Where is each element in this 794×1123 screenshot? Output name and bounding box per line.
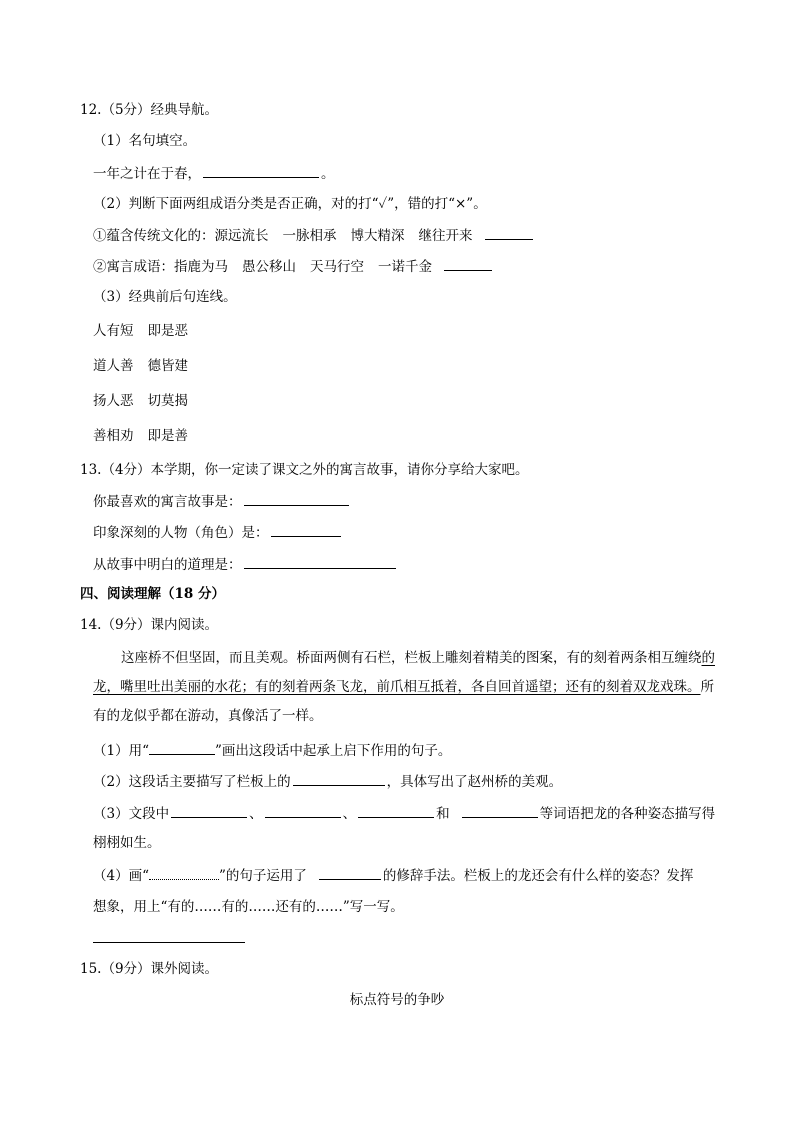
q13-title: 13.（4分）本学期，你一定读了课文之外的寓言故事，请你分享给大家吧。 xyxy=(80,462,529,478)
passage-underlined: 的龙，嘴里吐出美丽的水花；有的刻着两条飞龙，前爪相互抵着，各自回首遥望；还有的刻着双龙戏珠。 xyxy=(93,650,715,695)
q13-line3 xyxy=(93,554,398,575)
q12-group1 xyxy=(93,225,535,246)
sub1-end: ”画出这段话中起承上启下作用的句子。 xyxy=(215,743,452,759)
passage-end: 所有的龙似乎都在游动，真像活了一样。 xyxy=(93,679,714,724)
q14-sub3 xyxy=(93,803,715,824)
q14-sub3-cont: 栩栩如生。 xyxy=(93,835,161,851)
pair-right[interactable]: 即是善 xyxy=(147,428,188,444)
reading-passage xyxy=(93,644,723,731)
group2-answer-blank[interactable] xyxy=(444,256,492,271)
answer-blank[interactable] xyxy=(203,163,319,178)
q14-sub2 xyxy=(93,771,562,792)
pair-right[interactable]: 德皆建 xyxy=(147,358,188,374)
sub3-and: 和 xyxy=(436,806,450,822)
group1-label: ①蕴含传统文化的：源远流长 xyxy=(93,228,269,244)
q12-title: 12.（5分）经典导航。 xyxy=(80,102,219,118)
sub3-start: （3）文段中 xyxy=(93,806,170,822)
moral-blank[interactable] xyxy=(244,554,396,569)
group1-answer-blank[interactable] xyxy=(485,225,533,240)
writing-blank[interactable] xyxy=(93,928,245,943)
pair-left[interactable]: 道人善 xyxy=(93,358,134,374)
favorite-story-blank[interactable] xyxy=(244,491,349,506)
character-blank[interactable] xyxy=(271,522,341,537)
sub2-start: （2）这段话主要描写了栏板上的 xyxy=(93,774,291,790)
q13-line1 xyxy=(93,491,351,512)
pair-row xyxy=(93,356,188,376)
pair-row xyxy=(93,321,188,341)
q13-line1-text: 你最喜欢的寓言故事是： xyxy=(93,494,242,510)
group2-word4: 一诺千金 xyxy=(378,259,432,275)
q12-part2: （2）判断下面两组成语分类是否正确，对的打“✓”，错的打“×”。 xyxy=(93,196,487,212)
sub3-sep: 、 xyxy=(342,806,357,822)
pair-right[interactable]: 切莫揭 xyxy=(147,393,188,409)
q12-part1-text: 一年之计在于春， xyxy=(93,166,201,182)
story-title: 标点符号的争吵 xyxy=(349,992,445,1008)
pair-left[interactable]: 扬人恶 xyxy=(93,393,134,409)
q13-line3-text: 从故事中明白的道理是： xyxy=(93,557,242,573)
sub4-end: 的修辞手法。栏板上的龙还会有什么样的姿态？发挥 xyxy=(382,868,694,884)
pair-left[interactable]: 人有短 xyxy=(93,323,134,339)
group2-word3: 天马行空 xyxy=(310,259,364,275)
q12-part1: （1）名句填空。 xyxy=(93,133,197,149)
sub3-sep: 、 xyxy=(249,806,263,822)
group1-word4: 继往开来 xyxy=(418,228,473,244)
group2-word2: 愚公移山 xyxy=(242,259,296,275)
q14-title: 14.（9分）课内阅读。 xyxy=(80,617,219,633)
q14-sub1 xyxy=(93,740,451,761)
sub4-mid: ”的句子运用了 xyxy=(219,868,307,884)
q12-part1-end: 。 xyxy=(321,166,335,182)
word-blank-3[interactable] xyxy=(358,803,434,818)
q12-part1-line xyxy=(93,163,335,184)
line-sample xyxy=(149,740,215,755)
rhetoric-blank[interactable] xyxy=(319,865,381,880)
word-blank-2[interactable] xyxy=(265,803,341,818)
group2-label: ②寓言成语：指鹿为马 xyxy=(93,259,228,275)
sub2-answer-blank[interactable] xyxy=(293,771,385,786)
q15-title: 15.（9分）课外阅读。 xyxy=(80,961,219,977)
pair-row xyxy=(93,426,188,446)
q12-part3: （3）经典前后句连线。 xyxy=(93,289,237,305)
q12-group2 xyxy=(93,256,494,277)
q13-line2-text: 印象深刻的人物（角色）是： xyxy=(93,525,269,541)
word-blank-1[interactable] xyxy=(171,803,247,818)
passage-text: 这座桥不但坚固，而且美观。桥面两侧有石栏，栏板上雕刻着精美的图案，有的刻着两条相互缠绕 xyxy=(121,650,702,666)
pair-right[interactable]: 即是恶 xyxy=(147,323,188,339)
q13-line2 xyxy=(93,522,343,543)
section-heading: 四、阅读理解（18 分） xyxy=(80,586,225,602)
sub1-start: （1）用“ xyxy=(93,743,149,759)
sub4-start: （4）画“ xyxy=(93,868,149,884)
q14-sub4-cont: 想象，用上“有的……有的……还有的……”写一写。 xyxy=(93,899,404,915)
group1-word3: 博大精深 xyxy=(350,228,405,244)
q14-sub4 xyxy=(93,865,693,886)
pair-row xyxy=(93,391,188,411)
pair-left[interactable]: 善相劝 xyxy=(93,428,134,444)
group1-word2: 一脉相承 xyxy=(282,228,337,244)
sub3-end: 等词语把龙的各种姿态描写得 xyxy=(539,806,716,822)
word-blank-4[interactable] xyxy=(462,803,538,818)
wavy-line-sample xyxy=(149,865,219,880)
sub2-end: ，具体写出了赵州桥的美观。 xyxy=(386,774,563,790)
q14-writing-line xyxy=(93,928,245,949)
